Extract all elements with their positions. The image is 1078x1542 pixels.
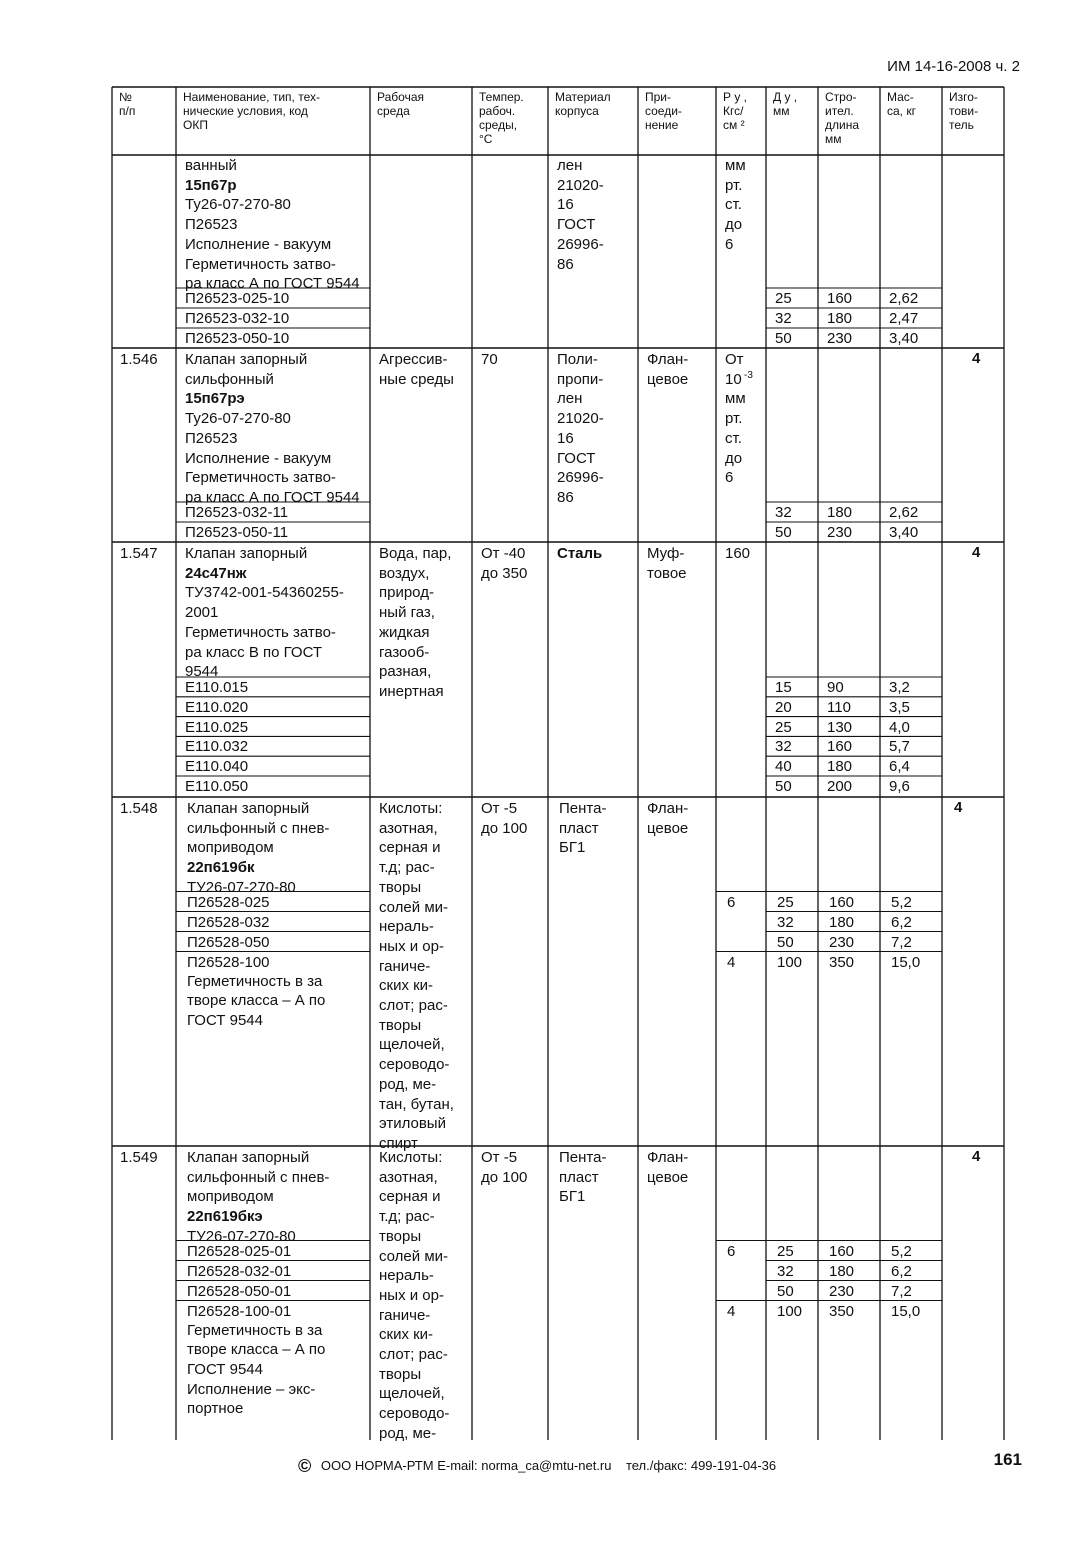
material-line: 16 [557, 429, 574, 447]
medium-line: спирт [379, 1134, 418, 1152]
header-py: Р у , [723, 90, 748, 104]
name-line: Ту26-07-270-80 [185, 196, 291, 214]
medium-line: солей ми- [379, 898, 449, 916]
variant-length: 180 [827, 504, 853, 521]
variant-length: 110 [827, 698, 851, 716]
py-line: мм [725, 390, 746, 408]
header-dy: Д у , [773, 90, 798, 104]
variant-dy: 100 [777, 1302, 803, 1320]
header-temp: Темпер. [479, 90, 524, 104]
name-line: ТУ26-07-270-80 [187, 1227, 296, 1245]
header-temp: °С [479, 132, 493, 146]
medium-line: этиловый [379, 1115, 446, 1133]
header-length: Стро- [825, 90, 857, 104]
medium-line: инертная [379, 682, 444, 700]
variant-mass: 6,4 [889, 758, 910, 776]
material-line: ГОСТ [557, 449, 596, 467]
medium-line: нераль- [379, 918, 434, 936]
py-line: От [725, 351, 744, 368]
header-temp: среды, [479, 118, 518, 132]
header-medium: среда [377, 104, 410, 118]
connection-line: Флан- [647, 351, 689, 368]
maker-code: 4 [954, 799, 963, 816]
name-line: ра класс А по ГОСТ 9544 [185, 488, 360, 506]
name-line: Исполнение - вакуум [185, 235, 332, 253]
medium-line: Вода, пар, [379, 545, 452, 562]
name-line: 15п67р [185, 176, 237, 194]
variant-mass: 2,62 [889, 504, 919, 521]
variant-length: 160 [827, 290, 853, 307]
medium-line: серная и [379, 1188, 441, 1206]
variant-code: Е110.025 [185, 718, 249, 736]
material-line: БГ1 [559, 1188, 586, 1206]
row-number: 1.546 [120, 351, 158, 368]
header-num: п/п [119, 104, 136, 118]
footer-phone: тел./факс: 499-191-04-36 [625, 1458, 777, 1473]
variant-py: 6 [727, 893, 736, 911]
header-connection: При- [645, 90, 671, 104]
py-exponent: -3 [744, 369, 753, 381]
name-line: Клапан запорный [185, 351, 308, 368]
py-line: рт. [725, 410, 743, 428]
temp-line: От -5 [481, 1149, 518, 1166]
medium-line: ганиче- [379, 1306, 431, 1324]
material-line: БГ1 [559, 839, 586, 857]
variant-py: 6 [727, 1242, 736, 1260]
medium-line: Кислоты: [379, 800, 443, 817]
variant-mass: 2,62 [889, 290, 919, 307]
medium-line: род, ме- [379, 1424, 437, 1442]
variant-mass: 15,0 [891, 953, 921, 971]
name-line: 15п67рэ [185, 390, 245, 408]
variant-dy: 20 [775, 698, 792, 716]
variant-mass: 5,2 [891, 1242, 912, 1260]
variant-dy: 50 [775, 330, 792, 347]
temp-line: От -40 [481, 545, 526, 562]
name-line: ра класс А по ГОСТ 9544 [185, 275, 360, 293]
variant-length: 230 [827, 524, 853, 541]
py-line: 160 [725, 545, 751, 562]
medium-line: серная и [379, 839, 441, 857]
variant-dy: 50 [777, 933, 794, 951]
material-line: 21020- [557, 410, 604, 428]
variant-mass: 5,2 [891, 893, 912, 911]
py-line: ст. [725, 196, 742, 214]
maker-code: 4 [972, 350, 981, 367]
name-line: моприводом [187, 839, 274, 857]
material-line: лен [557, 157, 583, 174]
name-line: 22п619бк [187, 859, 255, 877]
material-line: 21020- [557, 176, 604, 194]
note-line: Герметичность в за [187, 1321, 323, 1339]
medium-line: ганиче- [379, 957, 431, 975]
medium-line: ных и ор- [379, 1286, 444, 1304]
variant-mass: 7,2 [891, 1282, 912, 1300]
variant-mass: 3,5 [889, 698, 910, 716]
footer-email: E-mail: norma_ca@mtu-net.ru [437, 1458, 612, 1473]
py-line: ст. [725, 429, 742, 447]
variant-dy: 32 [775, 504, 792, 521]
header-py: см ² [723, 118, 745, 132]
py-line: рт. [725, 176, 743, 194]
variant-code: П26523-032-10 [185, 310, 290, 327]
note-line: ГОСТ 9544 [187, 1360, 263, 1378]
medium-line: род, ме- [379, 1075, 437, 1093]
variant-length: 230 [827, 330, 853, 347]
name-line: Герметичность затво- [185, 255, 336, 273]
name-line: П26523 [185, 429, 238, 447]
variant-length: 160 [827, 738, 853, 756]
medium-line: ный газ, [379, 604, 435, 622]
py-line: 6 [725, 235, 734, 253]
medium-line: т.д; рас- [379, 859, 435, 877]
medium-line: ных и ор- [379, 937, 444, 955]
variant-dy: 25 [777, 893, 794, 911]
maker-code: 4 [972, 544, 981, 561]
variant-length: 160 [829, 893, 855, 911]
medium-line: солей ми- [379, 1247, 449, 1265]
material-line: Сталь [557, 545, 603, 562]
variant-code: П26528-100 [187, 953, 270, 971]
header-connection: нение [645, 118, 679, 132]
connection-line: цевое [647, 819, 689, 837]
variant-dy: 25 [775, 290, 792, 307]
header-maker: тови- [949, 104, 979, 118]
row-number: 1.548 [120, 800, 158, 817]
copyright-symbol: © [298, 1456, 312, 1476]
variant-py: 4 [727, 1302, 736, 1320]
medium-line: разная, [379, 663, 432, 681]
connection-line: Муф- [647, 545, 685, 562]
temp-line: до 100 [481, 819, 528, 837]
variant-length: 180 [827, 310, 853, 327]
variant-code: П26528-050-01 [187, 1282, 292, 1300]
variant-code: П26528-025 [187, 893, 270, 911]
medium-line: природ- [379, 584, 434, 602]
medium-line: ских ки- [379, 977, 434, 995]
variant-code: Е110.040 [185, 758, 249, 776]
variant-code: П26528-032-01 [187, 1262, 292, 1280]
variant-dy: 50 [775, 524, 792, 541]
variant-code: П26528-100-01 [187, 1302, 292, 1320]
variant-py: 4 [727, 953, 736, 971]
note-line: творе класса – А по [187, 1341, 326, 1359]
name-line: 24с47нж [185, 564, 247, 582]
variant-mass: 6,2 [891, 1262, 912, 1280]
variant-length: 130 [827, 718, 853, 736]
variant-length: 230 [829, 933, 855, 951]
header-temp: рабоч. [479, 104, 516, 118]
header-num: № [119, 90, 132, 104]
medium-line: сероводо- [379, 1405, 450, 1423]
header-py: Кгс/ [723, 104, 744, 118]
maker-code: 4 [972, 1148, 981, 1165]
medium-line: воздух, [379, 564, 430, 582]
row-number: 1.549 [120, 1149, 158, 1166]
variant-dy: 32 [775, 310, 792, 327]
row-number: 1.547 [120, 545, 158, 562]
name-line: сильфонный с пнев- [187, 819, 330, 837]
variant-length: 350 [829, 1302, 855, 1320]
variant-dy: 32 [777, 913, 794, 931]
header-length: мм [825, 132, 842, 146]
header-maker: тель [949, 118, 974, 132]
medium-line: газооб- [379, 643, 430, 661]
variant-dy: 50 [777, 1282, 794, 1300]
medium-line: творы [379, 1016, 422, 1034]
header-name: ОКП [183, 118, 208, 132]
variant-length: 180 [827, 758, 853, 776]
medium-line: слот; рас- [379, 997, 448, 1014]
name-line: сильфонный [185, 370, 274, 388]
medium-line: тан, бутан, [379, 1095, 454, 1113]
variant-length: 350 [829, 953, 855, 971]
material-line: 16 [557, 196, 574, 214]
name-line: Клапан запорный [187, 1149, 310, 1166]
page-number: 161 [993, 1450, 1022, 1469]
py-line: до [725, 216, 743, 234]
name-line: ТУ3742-001-54360255- [185, 584, 344, 602]
name-line: Ту26-07-270-80 [185, 410, 291, 428]
medium-line: азотная, [379, 1168, 438, 1186]
header-length: длина [825, 118, 860, 132]
variant-dy: 40 [775, 758, 792, 776]
name-line: П26523 [185, 216, 238, 234]
variant-code: П26523-050-11 [185, 524, 289, 541]
connection-line: цевое [647, 370, 689, 388]
note-line: ГОСТ 9544 [187, 1011, 263, 1029]
note-line: Исполнение – экс- [187, 1380, 316, 1398]
name-line: Исполнение - вакуум [185, 449, 332, 467]
material-line: пласт [559, 819, 599, 837]
variant-mass: 4,0 [889, 718, 910, 736]
medium-line: ских ки- [379, 1326, 434, 1344]
variant-code: П26523-032-11 [185, 504, 289, 521]
note-line: портное [187, 1400, 244, 1418]
temp-line: 70 [481, 351, 498, 368]
medium-line: жидкая [379, 623, 430, 641]
name-line: Клапан запорный [187, 800, 310, 817]
variant-dy: 32 [777, 1262, 794, 1280]
variant-mass: 6,2 [891, 913, 912, 931]
header-dy: мм [773, 104, 790, 118]
variant-code: Е110.020 [185, 698, 249, 716]
py-line: до [725, 449, 743, 467]
variant-dy: 100 [777, 953, 803, 971]
variant-dy: 15 [775, 679, 792, 696]
footer [298, 1456, 776, 1477]
variant-dy: 32 [775, 738, 792, 756]
variant-dy: 25 [775, 718, 792, 736]
connection-line: Флан- [647, 800, 689, 817]
variant-code: П26523-050-10 [185, 330, 290, 347]
medium-line: творы [379, 1365, 422, 1383]
variant-mass: 5,7 [889, 738, 910, 756]
variant-code: П26528-025-01 [187, 1242, 292, 1260]
material-line: 26996- [557, 469, 604, 487]
medium-line: творы [379, 878, 422, 896]
material-line: 26996- [557, 235, 604, 253]
name-line: сильфонный с пнев- [187, 1168, 330, 1186]
variant-mass: 3,40 [889, 330, 919, 347]
medium-line: творы [379, 1227, 422, 1245]
name-line: моприводом [187, 1188, 274, 1206]
variant-mass: 7,2 [891, 933, 912, 951]
connection-line: цевое [647, 1168, 689, 1186]
variant-dy: 50 [775, 778, 792, 795]
variant-code: П26528-050 [187, 933, 270, 951]
name-line: Герметичность затво- [185, 469, 336, 487]
variant-code: Е110.015 [185, 679, 249, 696]
name-line: Герметичность затво- [185, 623, 336, 641]
variant-length: 90 [827, 679, 844, 696]
medium-line: щелочей, [379, 1036, 445, 1054]
medium-line: Агрессив- [379, 351, 448, 368]
variant-mass: 9,6 [889, 778, 910, 795]
name-line: ванный [185, 157, 237, 174]
material-line: Пента- [559, 1149, 607, 1166]
material-line: пласт [559, 1168, 599, 1186]
variant-mass: 3,2 [889, 679, 910, 696]
py-line: 6 [725, 469, 734, 487]
material-line: ГОСТ [557, 216, 596, 234]
py-line: 10 [725, 370, 742, 388]
variant-code: Е110.050 [185, 778, 249, 795]
variant-mass: 2,47 [889, 310, 919, 327]
header-name: нические условия, код [183, 104, 308, 118]
variant-code: П26528-032 [187, 913, 270, 931]
py-line: мм [725, 157, 746, 174]
material-line: 86 [557, 255, 574, 273]
variant-dy: 25 [777, 1242, 794, 1260]
note-line: творе класса – А по [187, 992, 326, 1010]
name-line: 9544 [185, 663, 219, 681]
name-line: Клапан запорный [185, 545, 308, 562]
header-connection: соеди- [645, 104, 682, 118]
variant-code: П26523-025-10 [185, 290, 290, 307]
medium-line: ные среды [379, 370, 454, 388]
temp-line: до 100 [481, 1168, 528, 1186]
medium-line: нераль- [379, 1267, 434, 1285]
variant-length: 180 [829, 1262, 855, 1280]
material-line: пропи- [557, 370, 604, 388]
variant-code: Е110.032 [185, 738, 249, 756]
medium-line: щелочей, [379, 1385, 445, 1403]
material-line: Пента- [559, 800, 607, 817]
name-line: ТУ26-07-270-80 [187, 878, 296, 896]
name-line: ра класс В по ГОСТ [185, 643, 323, 661]
name-line: 2001 [185, 604, 219, 622]
medium-line: азотная, [379, 819, 438, 837]
medium-line: Кислоты: [379, 1149, 443, 1166]
header-name: Наименование, тип, тех- [183, 90, 320, 104]
document-code: ИМ 14-16-2008 ч. 2 [887, 58, 1020, 75]
material-line: 86 [557, 488, 574, 506]
material-line: лен [557, 390, 583, 408]
variant-mass: 3,40 [889, 524, 919, 541]
temp-line: От -5 [481, 800, 518, 817]
header-material: Материал [555, 90, 611, 104]
medium-line: т.д; рас- [379, 1208, 435, 1226]
variant-length: 180 [829, 913, 855, 931]
material-line: Поли- [557, 351, 598, 368]
medium-line: сероводо- [379, 1056, 450, 1074]
variant-mass: 15,0 [891, 1302, 921, 1320]
variant-length: 200 [827, 778, 853, 795]
header-maker: Изго- [949, 90, 978, 104]
header-length: ител. [825, 104, 854, 118]
name-line: 22п619бкэ [187, 1208, 263, 1226]
medium-line: слот; рас- [379, 1346, 448, 1363]
variant-length: 160 [829, 1242, 855, 1260]
note-line: Герметичность в за [187, 972, 323, 990]
temp-line: до 350 [481, 564, 528, 582]
header-mass: Мас- [887, 90, 914, 104]
header-mass: са, кг [887, 104, 916, 118]
connection-line: Флан- [647, 1149, 689, 1166]
connection-line: товое [647, 564, 687, 582]
footer-company: ООО НОРМА-РТМ [320, 1458, 434, 1473]
header-material: корпуса [555, 104, 599, 118]
header-medium: Рабочая [377, 90, 424, 104]
variant-length: 230 [829, 1282, 855, 1300]
